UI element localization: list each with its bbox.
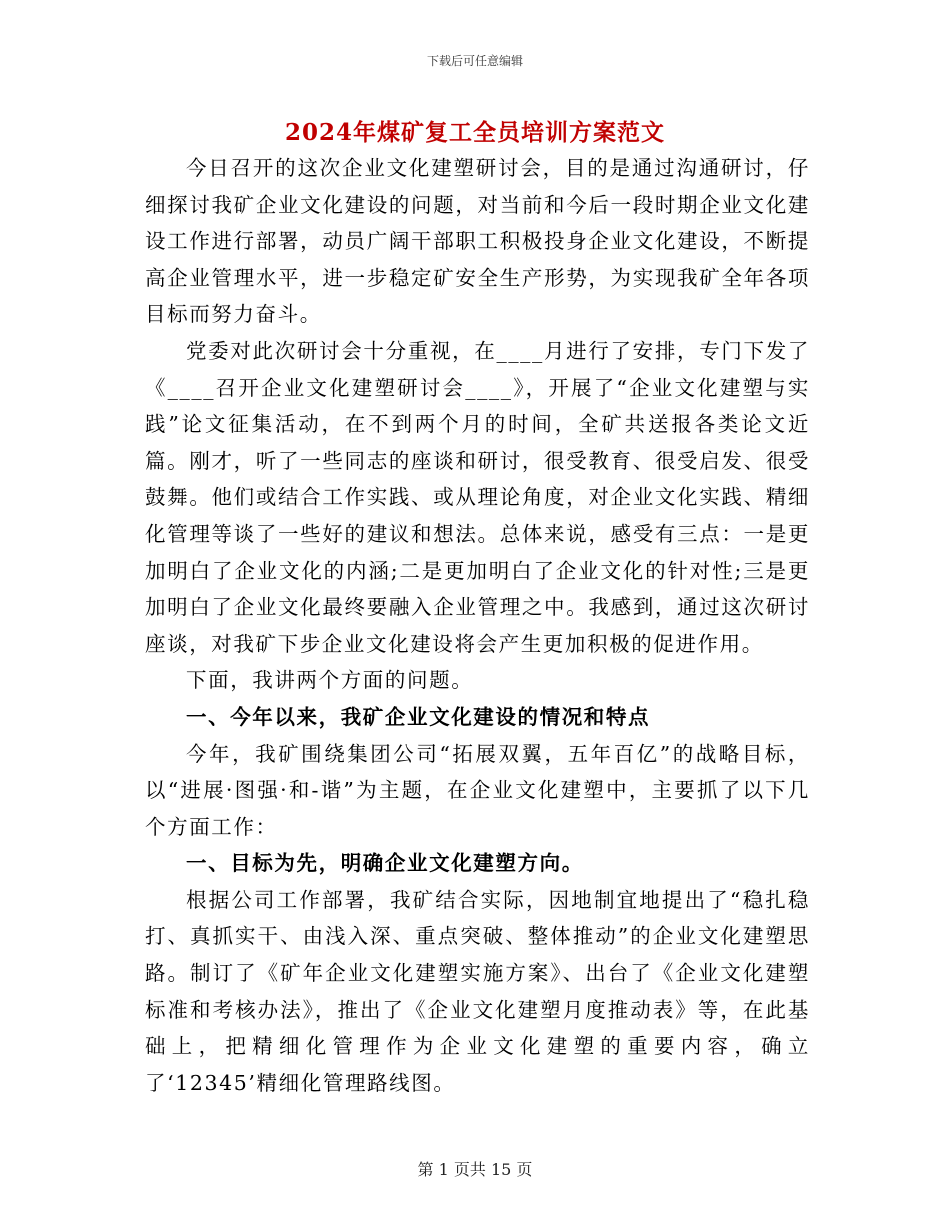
paragraph-this-year: 今年，我矿围绕集团公司“拓展双翼，五年百亿”的战略目标，以“进展·图强·和-谐”为主题，在企业文化建塑中，主要抓了以下几个方面工作： [145,741,810,839]
paragraph-opening: 今日召开的这次企业文化建塑研讨会，目的是通过沟通研讨，仔细探讨我矿企业文化建设的问题，对当前和今后一段时期企业文化建设工作进行部署，动员广阔干部职工积极投身企业文化建设，不断提高企业管理水平，进一步稳定矿安全生产形势，为实现我矿全年各项目标而努力奋斗。 [145,156,810,327]
paragraph-party-committee: 党委对此次研讨会十分重视，在____月进行了安排，专门下发了《____召开企业文化建塑研讨会____》，开展了“企业文化建塑与实践”论文征集活动，在不到两个月的时间，全矿共送报各类论文近篇。刚才，听了一些同志的座谈和研讨，很受教育、很受启发、很受鼓舞。他们或结合工作实践、或从理论角度，对企业文化实践、精细化管理等谈了一些好的建议和想法。总体来说，感受有三点：一是更加明白了企业文化的内涵;二是更加明白了企业文化的针对性;三是更加明白了企业文化最终要融入企业管理之中。我感到，通过这次研讨座谈，对我矿下步企业文化建设将会产生更加积极的促进作用。 [145,338,810,656]
document-title: 2024年煤矿复工全员培训方案范文 [284,119,665,146]
page-footer: 第 1 页共 15 页 [417,1160,533,1179]
page-header: 下载后可任意编辑 [426,54,523,68]
paragraph-company-deployment: 根据公司工作部署，我矿结合实际，因地制宜地提出了“稳扎稳打、真抓实干、由浅入深、重点突破、整体推动”的企业文化建塑思路。制订了《矿年企业文化建塑实施方案》、出台了《企业文化建塑标准和考核办法》，推出了《企业文化建塑月度推动表》等，在此基础上，把精细化管理作为企业文化建塑的重要内容，确立了‘12345’精细化管理路线图。 [145,887,810,1095]
section-heading-situation: 一、今年以来，我矿企业文化建设的情况和特点 [186,704,651,729]
subsection-heading-goals: 一、目标为先，明确企业文化建塑方向。 [186,851,584,876]
paragraph-two-aspects: 下面，我讲两个方面的问题。 [186,668,474,693]
document-body [145,150,810,1101]
